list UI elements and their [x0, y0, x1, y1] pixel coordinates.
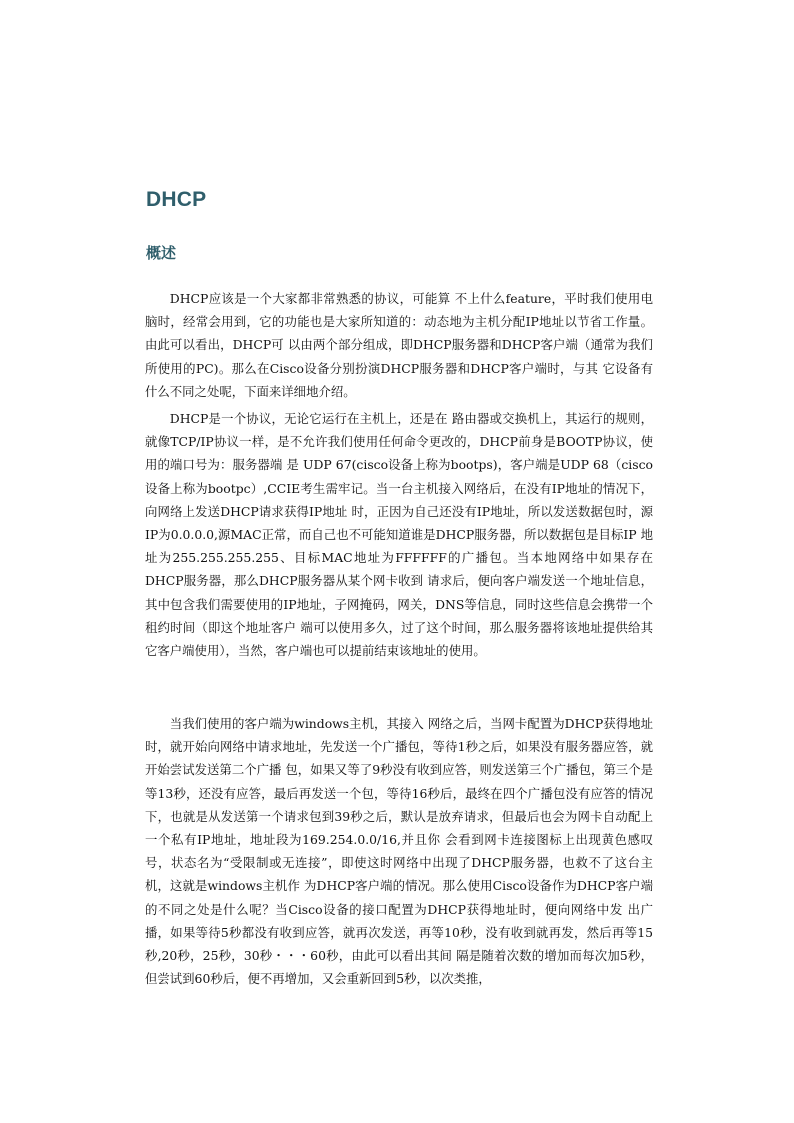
section-heading: 概述 — [146, 244, 177, 262]
paragraph-client-behavior: 当我们使用的客户端为windows主机，其接入 网络之后，当网卡配置为DHCP获得地址时，就开始向网络中请求地址，先发送一个广播包，等待1秒之后，如果没有服务器应答，就开始尝试发送第二个广播 包，如果又等了9秒没有收到应答，则发送第三个广播包，第三个是等13秒，还没有应答，最后再发送一个包，等待16秒后，最终在四个广播包没有应答的情况 下，也就是从发送第一个请求包到39秒之后，默认是放弃请求，但最后也会为网卡自动配上一个私有IP地址，地址段为169.254.0.0/16,并且你 会看到网卡连接图标上出现黄色感叹号，状态名为“受限制或无连接”，即使这时网络中出现了DHCP服务器，也救不了这台主机，这就是windows主机作 为DHCP客户端的情况。那么使用Cisco设备作为DHCP客户端的不同之处是什么呢？当Cisco设备的接口配置为DHCP获得地址时，便向网络中发 出广播，如果等待5秒都没有收到应答，就再次发送，再等10秒，没有收到就再发，然后再等15秒,20秒，25秒，30秒・・・60秒，由此可以看出其间 隔是随着次数的增加而每次加5秒，但尝试到60秒后，便不再增加，又会重新回到5秒，以次类推， — [145, 716, 653, 987]
paragraph-protocol-details: DHCP是一个协议，无论它运行在主机上，还是在 路由器或交换机上，其运行的规则，就像TCP/IP协议一样，是不允许我们使用任何命令更改的，DHCP前身是BOOTP协议，使用的端口号为：服务器端 是 UDP 67(cisco设备上称为bootps)，客户端是UDP 68（cisco设备上称为bootpc）,CCIE考生需牢记。当一台主机接入网络后，在没有IP地址的情况下，向网络上发送DHCP请求获得IP地址 时，正因为自己还没有IP地址，所以发送数据包时，源IP为0.0.0.0,源MAC正常，而自己也不可能知道谁是DHCP服务器，所以数据包是目标IP 地址为255.255.255.255、目标MAC地址为FFFFFF的广播包。当本地网络中如果存在DHCP服务器，那么DHCP服务器从某个网卡收到 请求后，便向客户端发送一个地址信息，其中包含我们需要使用的IP地址，子网掩码，网关，DNS等信息，同时这些信息会携带一个租约时间（即这个地址客户 端可以使用多久，过了这个时间，那么服务器将该地址提供给其它客户端使用），当然，客户端也可以提前结束该地址的使用。 — [145, 411, 653, 659]
paragraph-overview: DHCP应该是一个大家都非常熟悉的协议，可能算 不上什么feature，平时我们使用电脑时，经常会用到，它的功能也是大家所知道的：动态地为主机分配IP地址以节省工作量。由此可以看出，DHCP可 以由两个部分组成，即DHCP服务器和DHCP客户端（通常为我们所使用的PC)。那么在Cisco设备分别扮演DHCP服务器和DHCP客户端时，与其 它设备有什么不同之处呢，下面来详细地介绍。 — [145, 291, 653, 399]
document-title: DHCP — [146, 188, 207, 211]
